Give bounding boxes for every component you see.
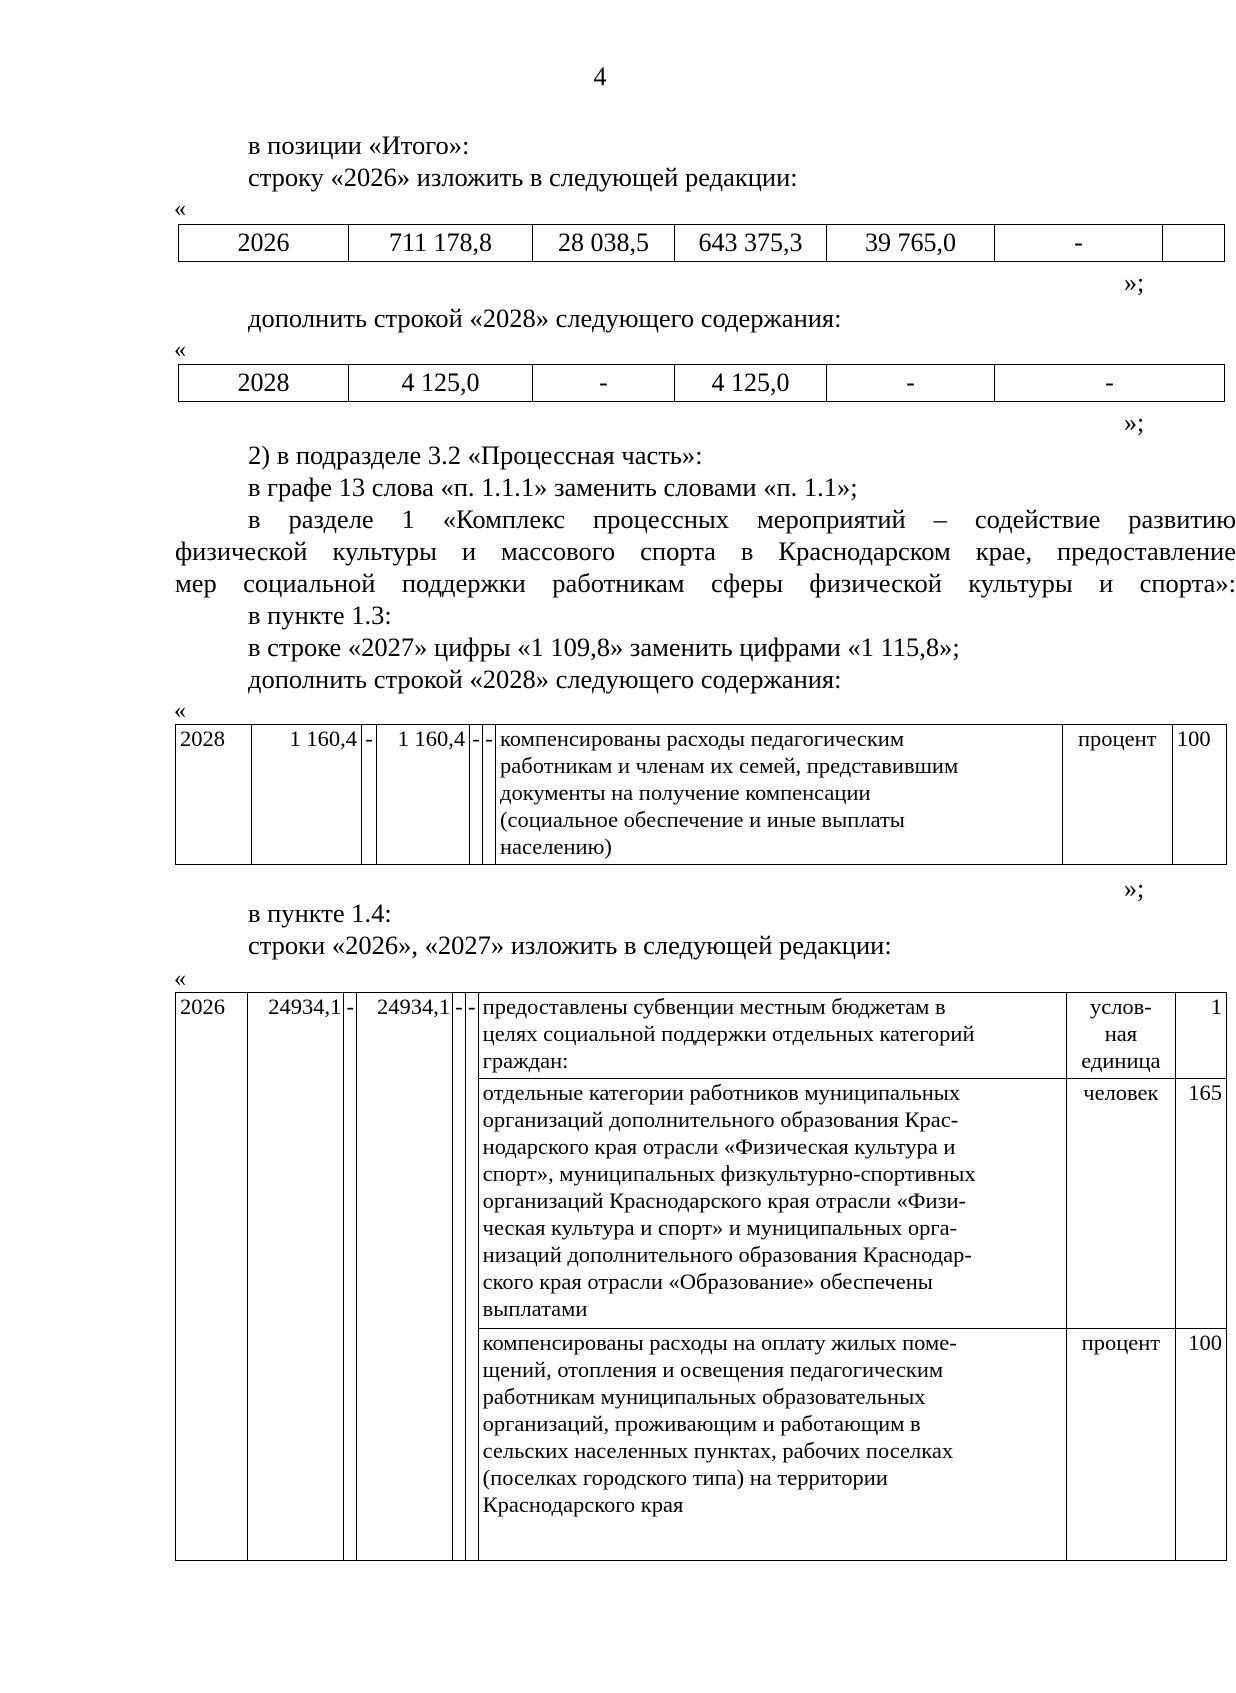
table-cell-year: 2026 [176, 993, 248, 1561]
description-line: предоставлены субвенции местным бюджетам в [482, 994, 946, 1019]
unit-line: ная [1104, 1021, 1138, 1046]
table-cell: 2028 [179, 365, 349, 402]
table-cell-unit [1067, 993, 1176, 1079]
table-cell: - [533, 365, 675, 402]
description-line: организаций Краснодарского края отрасли «Физи- [482, 1188, 967, 1213]
paragraph-row-2026: строку «2026» изложить в следующей редакции: [248, 162, 798, 192]
paragraph-section-1-line3: мер социальной поддержки работникам сферы физической культуры и спорта»: [175, 568, 1236, 598]
table-itogo-2028 [178, 364, 1225, 402]
table-cell-unit [1067, 1079, 1176, 1329]
table-cell-description [478, 1079, 1066, 1329]
table-cell: 2026 [179, 225, 349, 262]
paragraph-section-1-line1: в разделе 1 «Комплекс процессных мероприятий – содействие развитию [248, 504, 1236, 534]
unit-line: услов- [1089, 994, 1152, 1019]
description-line: работникам муниципальных образовательных [482, 1384, 926, 1409]
quote-open-2: « [174, 337, 186, 363]
table-cell: - [465, 993, 478, 1561]
description-line: ского края отрасли «Образование» обеспечены [482, 1269, 933, 1294]
table-cell: - [470, 725, 483, 865]
table-cell-description [478, 993, 1066, 1079]
description-line: ческая культура и спорт» и муниципальных орга- [482, 1215, 958, 1240]
quote-close-1: »; [1124, 268, 1145, 297]
table-cell-value: 165 [1175, 1079, 1226, 1329]
description-line: целях социальной поддержки отдельных категорий [482, 1021, 975, 1046]
table-row [179, 365, 1225, 402]
description-line: нодарского края отрасли «Физическая культура и [482, 1134, 956, 1159]
description-line: компенсированы расходы на оплату жилых поме- [482, 1330, 957, 1355]
paragraph-rows-2026-2027: строки «2026», «2027» изложить в следующей редакции: [248, 930, 892, 960]
table-cell: 4 125,0 [349, 365, 533, 402]
table-row [176, 725, 1227, 865]
description-line: работникам и членам их семей, представившим [500, 753, 959, 778]
paragraph-add-2028: дополнить строкой «2028» следующего содержания: [248, 303, 842, 333]
description-line: документы на получение компенсации [500, 780, 871, 805]
quote-open-3: « [174, 698, 186, 724]
description-line: сельских населенных пунктах, рабочих поселках [482, 1438, 954, 1463]
paragraph-row-2027-replace: в строке «2027» цифры «1 109,8» заменить цифрами «1 115,8»; [248, 632, 960, 662]
table-cell-budget: 24934,1 [357, 993, 453, 1561]
paragraph-add-2028-b: дополнить строкой «2028» следующего содержания: [248, 664, 842, 694]
table-cell: 643 375,3 [675, 225, 827, 262]
table-cell-total: 1 160,4 [251, 725, 361, 865]
table-cell: 39 765,0 [827, 225, 995, 262]
table-cell-value: 100 [1172, 725, 1226, 865]
quote-close-2: »; [1124, 408, 1145, 437]
unit-line: процент [1081, 1330, 1161, 1355]
quote-close-3: »; [1124, 874, 1145, 903]
quote-open-4: « [174, 966, 186, 992]
table-cell: - [483, 725, 496, 865]
paragraph-itogo: в позиции «Итого»: [248, 130, 470, 160]
paragraph-subsection-3-2: 2) в подразделе 3.2 «Процессная часть»: [248, 440, 703, 470]
table-cell: 28 038,5 [533, 225, 675, 262]
table-cell-total: 24934,1 [248, 993, 344, 1561]
unit-line: человек [1083, 1080, 1159, 1105]
description-line: низаций дополнительного образования Краснодар- [482, 1242, 972, 1267]
table-cell: - [453, 993, 466, 1561]
table-cell: - [827, 365, 995, 402]
description-line: Краснодарского края [482, 1492, 684, 1517]
table-row [179, 225, 1225, 262]
description-line: организаций, проживающим и работающим в [482, 1411, 921, 1436]
description-line: организаций дополнительного образования Крас- [482, 1107, 959, 1132]
table-cell: - [995, 225, 1163, 262]
table-point-1-3-2028 [175, 724, 1227, 865]
table-cell: - [344, 993, 357, 1561]
page-number: 4 [593, 62, 607, 91]
table-cell: 711 178,8 [349, 225, 533, 262]
description-line: граждан: [482, 1048, 569, 1073]
description-line: щений, отопления и освещения педагогическим [482, 1357, 944, 1382]
paragraph-point-1-3: в пункте 1.3: [248, 600, 392, 630]
table-cell-description [478, 1329, 1066, 1561]
paragraph-point-1-4: в пункте 1.4: [248, 898, 392, 928]
quote-open-1: « [174, 196, 186, 222]
description-line: спорт», муниципальных физкультурно-спортивных [482, 1161, 976, 1186]
unit-line: единица [1081, 1048, 1161, 1073]
table-cell-value: 100 [1175, 1329, 1226, 1561]
table-cell [1163, 225, 1225, 262]
table-cell-unit: процент [1062, 725, 1172, 865]
paragraph-column-13: в графе 13 слова «п. 1.1.1» заменить словами «п. 1.1»; [248, 472, 858, 502]
table-point-1-4 [175, 992, 1227, 1561]
table-cell-budget: 1 160,4 [377, 725, 470, 865]
description-line: компенсированы расходы педагогическим [500, 726, 905, 751]
description-line: населению) [500, 834, 612, 859]
table-cell: - [995, 365, 1225, 402]
table-itogo-2026 [178, 224, 1225, 262]
description-line: отдельные категории работников муниципальных [482, 1080, 961, 1105]
table-row [176, 993, 1227, 1079]
description-line: выплатами [482, 1296, 588, 1321]
table-cell-description [496, 725, 1063, 865]
table-cell-year: 2028 [176, 725, 252, 865]
description-line: (социальное обеспечение и иные выплаты [500, 807, 905, 832]
table-cell: 4 125,0 [675, 365, 827, 402]
table-cell: - [361, 725, 376, 865]
description-line: (поселках городского типа) на территории [482, 1465, 888, 1490]
paragraph-section-1-line2: физической культуры и массового спорта в Краснодарском крае, предоставление [175, 536, 1236, 566]
table-cell-unit [1067, 1329, 1176, 1561]
table-cell-value: 1 [1175, 993, 1226, 1079]
